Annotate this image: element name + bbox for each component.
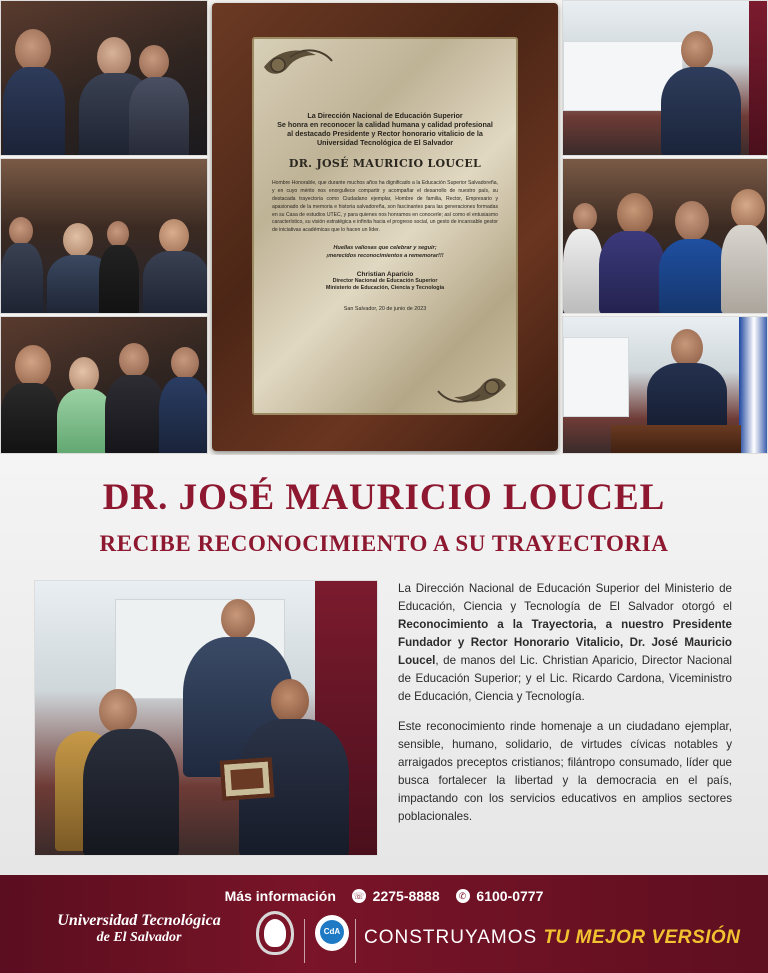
photo-audience-seated	[0, 158, 208, 314]
phone-number-2[interactable]: 6100-0777	[476, 888, 544, 905]
article-paragraph-2: Este reconocimiento rinde homenaje a un ciudadano ejemplar, sensible, humano, solidario, de virtudes cívicas notables y arraigados preceptos cristianos; filántropo consumado, líder que busca fortalecer la libertad y la democracia en el país, impactando con los servicios educativos en amplios sectores poblacionales.	[398, 719, 732, 823]
ornament-top-left-icon	[260, 45, 336, 89]
photo-audience-ladies	[562, 158, 768, 314]
photo-collage	[0, 0, 768, 455]
photo-official-podium	[562, 316, 768, 454]
slogan-part-1: CONSTRUYAMOS	[364, 927, 538, 948]
divider-1	[304, 919, 305, 963]
accreditation-seal-icon	[315, 915, 349, 951]
footer	[0, 875, 768, 973]
plaque-body: Hombre Honorable, que durante muchos años ha dignificado a la Educación Superior Salvadoreña, y en cuyo mérito nos enorgullece compartir y acompañar el desarrollo de nuestro país, su destacada trayectoria como Ciudadano ejemplar, Hombre de familia, Rector, Empresario y apasionado de la memoria e historia salvadoreña, son fascinantes para las generaciones formadas en su Casa de estudios UTEC, y para quienes nos honramos en conocerle; así como el entusiasmo característico, su visión estratégica e infinita hacia el progreso social, un gesto de incansable gestor de iniciativas académicas que lo hacen un líder.	[272, 180, 498, 234]
plaque-heading: La Dirección Nacional de Educación Superior Se honra en reconocer la calidad humana y calidad profesional al destacado Presidente y Rector honorario vitalicio de la Universidad Tecnológica de El Salvador	[277, 111, 493, 147]
phone-icon: ☏	[353, 891, 365, 902]
slogan	[364, 927, 740, 949]
plaque-quote: Huellas valiosas que celebrar y seguir; ¡merecidos reconocimientos a rememorar!!!	[326, 245, 444, 260]
article-paragraph-1: La Dirección Nacional de Educación Superior del Ministerio de Educación, Ciencia y Tecnología de El Salvador otorgó el Reconocimiento a la Trayectoria, a nuestro Presidente Fundador y Rector Honorario Vitalicio, Dr. José Mauricio Loucel, de manos del Lic. Christian Aparicio, Director Nacional de Educación Superior; y el Lic. Ricardo Cardona, Viceministro de Educación, Ciencia y Tecnología.	[398, 582, 732, 703]
page-subtitle: RECIBE RECONOCIMIENTO A SU TRAYECTORIA	[99, 531, 669, 556]
photo-audience-women	[0, 316, 208, 454]
plaque-signer-title: Director Nacional de Educación Superior Ministerio de Educación, Ciencia y Tecnología	[325, 277, 445, 292]
plaque-plate	[252, 37, 518, 415]
slogan-part-2: TU MEJOR VERSIÓN	[543, 927, 741, 948]
info-label: Más información	[224, 888, 336, 905]
university-seal-icon	[256, 911, 294, 955]
plaque-signer: Christian Aparicio	[356, 270, 414, 278]
whatsapp-icon: ✆	[456, 889, 470, 903]
ornament-bottom-right-icon	[434, 363, 510, 407]
plaque-in-photo	[220, 757, 275, 801]
university-name-line2: de El Salvador	[96, 930, 182, 946]
recognition-plaque	[212, 3, 558, 451]
photo-speaker-podium	[562, 0, 768, 156]
phone-number-1[interactable]: 2275-8888	[372, 888, 440, 905]
plaque-date: San Salvador, 20 de junio de 2023	[343, 306, 427, 313]
page-title: DR. JOSÉ MAURICIO LOUCEL	[102, 477, 666, 518]
contact-info	[0, 887, 768, 904]
university-name-line1: Universidad Tecnológica	[57, 912, 221, 929]
photo-award-ceremony	[34, 580, 378, 856]
divider-2	[355, 919, 356, 963]
article-text	[398, 580, 732, 838]
photo-audience-men	[0, 0, 208, 156]
plaque-name: DR. JOSÉ MAURICIO LOUCEL	[288, 157, 482, 170]
university-logo	[34, 912, 244, 946]
accreditation-seal-text: CdA	[320, 920, 344, 944]
